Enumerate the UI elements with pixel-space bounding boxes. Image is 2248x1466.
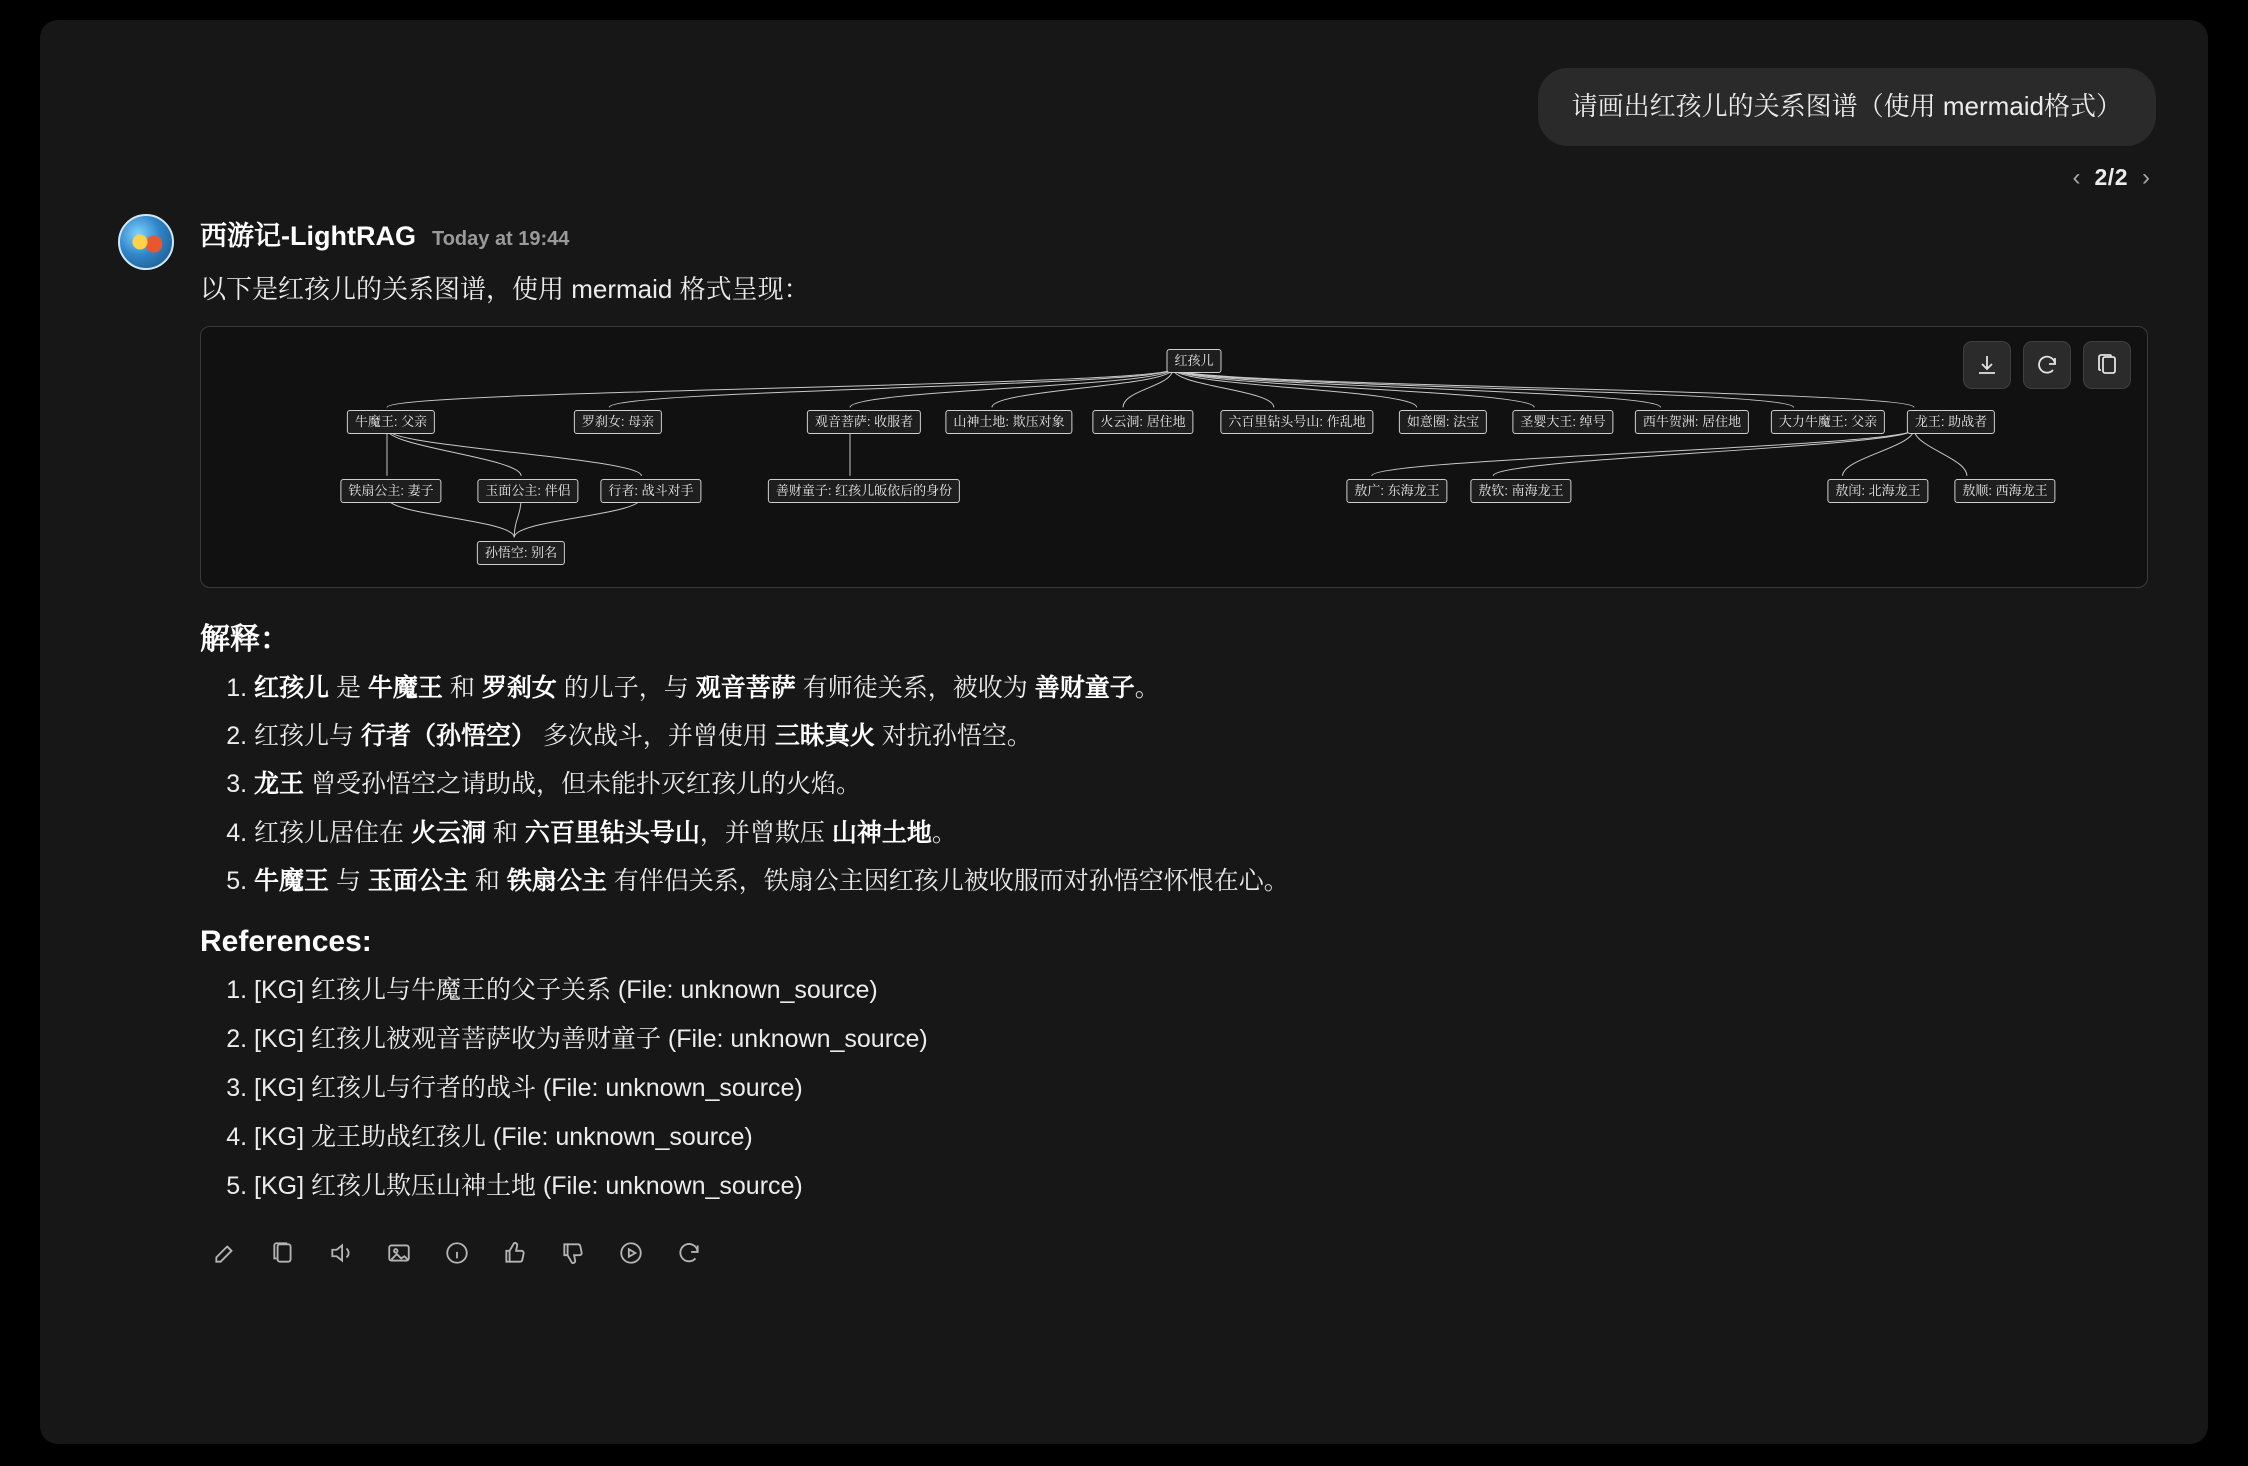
graph-node: 行者: 战斗对手	[600, 479, 701, 503]
graph-node: 六百里钻头号山: 作乱地	[1220, 410, 1373, 434]
reference-item: 2. [KG] 红孩儿被观音菩萨收为善财童子 (File: unknown_source)	[254, 1022, 2148, 1057]
message-header	[200, 214, 2148, 253]
user-message-bubble: 请画出红孩儿的关系图谱（使用 mermaid格式）	[1538, 68, 2156, 146]
chat-window	[40, 20, 2208, 1444]
graph-node: 山神土地: 欺压对象	[945, 410, 1072, 434]
user-message-row	[40, 20, 2208, 146]
graph-node: 敖闰: 北海龙王	[1827, 479, 1928, 503]
explanation-item: 2. 红孩儿与 行者（孙悟空） 多次战斗，并曾使用 三昧真火 对抗孙悟空。	[254, 718, 2148, 754]
assistant-intro: 以下是红孩儿的关系图谱，使用 mermaid 格式呈现：	[200, 273, 810, 304]
graph-edge	[1372, 429, 1914, 476]
explanation-list	[200, 670, 2148, 899]
graph-node: 火云洞: 居住地	[1092, 410, 1193, 434]
copy-icon[interactable]	[268, 1238, 298, 1268]
explanation-item: 5. 牛魔王 与 玉面公主 和 铁扇公主 有伴侣关系，铁扇公主因红孩儿被收服而对孙悟空怀恨在心。	[254, 863, 2148, 899]
graph-edge	[1173, 368, 1660, 407]
thumbs-down-icon[interactable]	[558, 1238, 588, 1268]
reference-item: 1. [KG] 红孩儿与牛魔王的父子关系 (File: unknown_source)	[254, 973, 2148, 1008]
graph-node: 罗刹女: 母亲	[574, 410, 662, 434]
message-actions	[200, 1218, 2148, 1268]
message-timestamp: Today at 19:44	[431, 227, 570, 250]
mermaid-diagram-panel	[200, 326, 2148, 588]
reference-item: 5. [KG] 红孩儿欺压山神土地 (File: unknown_source)	[254, 1169, 2148, 1204]
graph-node: 龙王: 助战者	[1907, 410, 1995, 434]
graph-edge	[1173, 368, 1914, 407]
graph-node: 铁扇公主: 妻子	[340, 479, 441, 503]
info-icon[interactable]	[442, 1238, 472, 1268]
graph-node: 圣婴大王: 绰号	[1512, 410, 1613, 434]
graph-edge	[1843, 429, 1914, 476]
graph-edge	[387, 429, 521, 476]
graph-node: 玉面公主: 伴侣	[477, 479, 578, 503]
explanation-title: 解释：	[200, 622, 290, 656]
reference-item: 4. [KG] 龙王助战红孩儿 (File: unknown_source)	[254, 1120, 2148, 1155]
thumbs-up-icon[interactable]	[500, 1238, 530, 1268]
regenerate-icon[interactable]	[674, 1238, 704, 1268]
speaker-icon[interactable]	[326, 1238, 356, 1268]
graph-edge	[1173, 368, 1794, 407]
image-icon[interactable]	[384, 1238, 414, 1268]
relationship-graph	[201, 327, 2147, 587]
graph-node: 孙悟空: 别名	[477, 541, 565, 565]
chevron-right-icon[interactable]: ›	[2142, 163, 2150, 191]
response-pager	[40, 146, 2208, 192]
graph-node: 敖顺: 西海龙王	[1954, 479, 2055, 503]
graph-node: 大力牛魔王: 父亲	[1771, 410, 1885, 434]
graph-node: 善财童子: 红孩儿皈依后的身份	[768, 479, 960, 503]
play-icon[interactable]	[616, 1238, 646, 1268]
graph-edge	[1493, 429, 1914, 476]
graph-edge	[1173, 368, 1417, 407]
graph-edge	[387, 497, 514, 537]
reference-list	[200, 973, 2148, 1204]
chevron-left-icon[interactable]: ‹	[2072, 163, 2081, 191]
assistant-name: 西游记-LightRAG	[200, 220, 416, 251]
reference-item: 3. [KG] 红孩儿与行者的战斗 (File: unknown_source)	[254, 1071, 2148, 1106]
assistant-message	[40, 192, 2208, 1268]
graph-node: 敖广: 东海龙王	[1346, 479, 1447, 503]
response-count: 2/2	[2094, 164, 2128, 191]
graph-edge	[1914, 429, 1967, 476]
graph-node: 敖钦: 南海龙王	[1470, 479, 1571, 503]
graph-node: 牛魔王: 父亲	[347, 410, 435, 434]
graph-node: 红孩儿	[1166, 349, 1221, 373]
graph-edge	[514, 497, 641, 537]
graph-node: 西牛贺洲: 居住地	[1635, 410, 1749, 434]
explanation-item: 4. 红孩儿居住在 火云洞 和 六百里钻头号山，并曾欺压 山神土地。	[254, 815, 2148, 851]
graph-node: 如意圈: 法宝	[1399, 410, 1487, 434]
references-title: References:	[200, 925, 372, 959]
edit-icon[interactable]	[210, 1238, 240, 1268]
explanation-item: 1. 红孩儿 是 牛魔王 和 罗刹女 的儿子，与 观音菩萨 有师徒关系，被收为 善财童子。	[254, 670, 2148, 706]
graph-node: 观音菩萨: 收服者	[807, 410, 921, 434]
avatar	[118, 214, 174, 270]
explanation-item: 3. 龙王 曾受孙悟空之请助战，但未能扑灭红孩儿的火焰。	[254, 766, 2148, 802]
graph-edge	[609, 368, 1173, 407]
graph-edge	[387, 368, 1173, 407]
